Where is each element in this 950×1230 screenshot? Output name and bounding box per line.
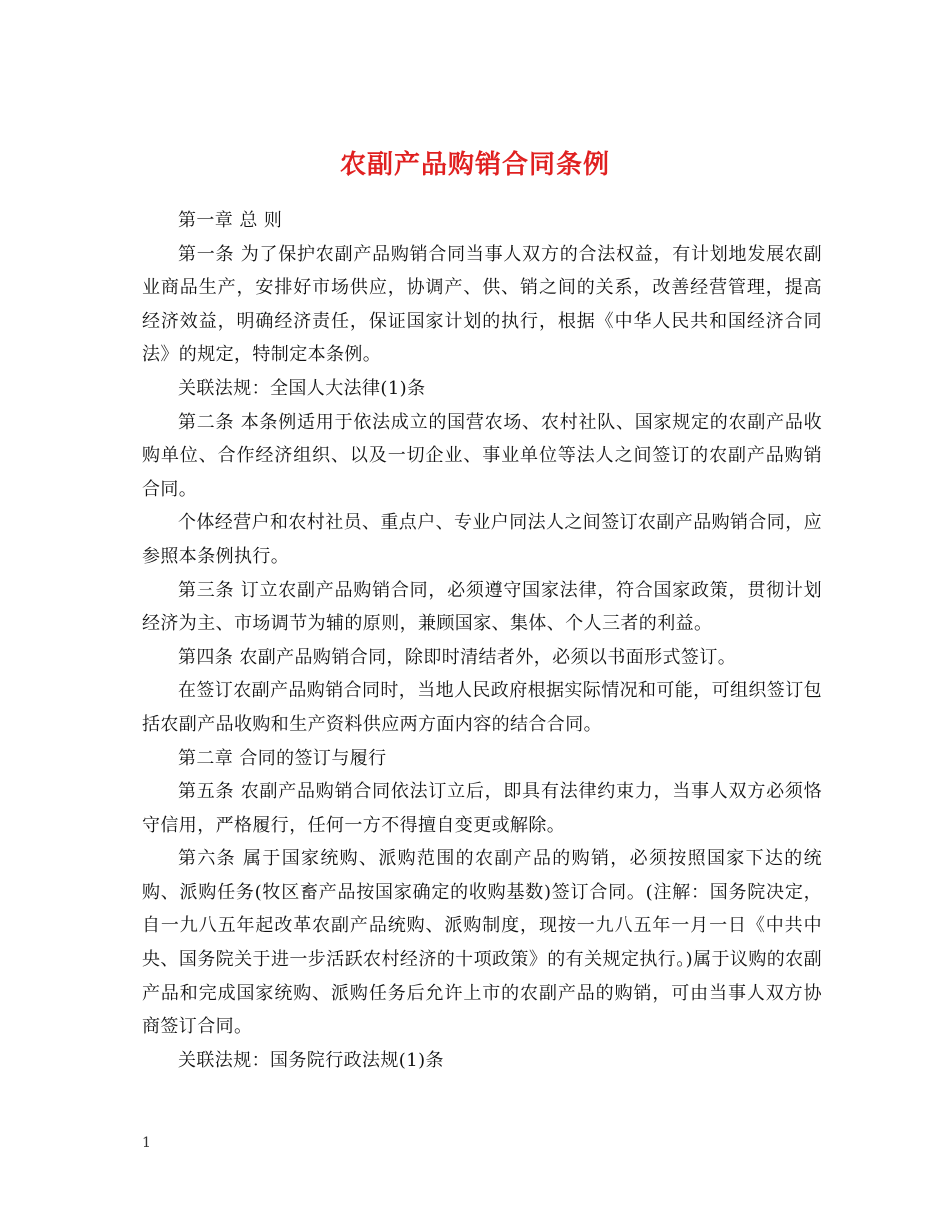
article-1: 第一条 为了保护农副产品购销合同当事人双方的合法权益，有计划地发展农副业商品生产，安排好市场供应，协调产、供、销之间的关系，改善经营管理，提高经济效益，明确经济责任，保证国家计划的执行，根据《中华人民共和国经济合同法》的规定，特制定本条例。 [142, 243, 822, 366]
page-number: 1 [142, 1135, 151, 1151]
article-2: 第二条 本条例适用于依法成立的国营农场、农村社队、国家规定的农副产品收购单位、合作经济组织、以及一切企业、事业单位等法人之间签订的农副产品购销合同。 [142, 411, 822, 500]
chapter-heading-1: 第一章 总 则 [178, 210, 283, 231]
article-5: 第五条 农副产品购销合同依法订立后，即具有法律约束力，当事人双方必须恪守信用，严格履行，任何一方不得擅自变更或解除。 [142, 781, 822, 836]
article-2-paragraph-2: 个体经营户和农村社员、重点户、专业户同法人之间签订农副产品购销合同，应参照本条例执行。 [142, 512, 822, 567]
chapter-heading-2: 第二章 合同的签订与履行 [178, 747, 387, 769]
article-3: 第三条 订立农副产品购销合同，必须遵守国家法律，符合国家政策，贯彻计划经济为主、市场调节为辅的原则，兼顾国家、集体、个人三者的利益。 [142, 579, 822, 635]
article-4-paragraph-2: 在签订农副产品购销合同时，当地人民政府根据实际情况和可能，可组织签订包括农副产品收购和生产资料供应两方面内容的结合合同。 [142, 680, 822, 735]
document-body [142, 204, 822, 1077]
article-4: 第四条 农副产品购销合同，除即时清结者外，必须以书面形式签订。 [178, 646, 737, 668]
article-6: 第六条 属于国家统购、派购范围的农副产品的购销，必须按照国家下达的统购、派购任务(牧区畜产品按国家确定的收购基数)签订合同。(注解：国务院决定，自一九八五年起改革农副产品统购、派购制度，现按一九八五年一月一日《中共中央、国务院关于进一步活跃农村经济的十项政策》的有关规定执行。)属于议购的农副产品和完成国家统购、派购任务后允许上市的农副产品的购销，可由当事人双方协商签订合同。 [142, 848, 822, 1038]
related-regulation-note: 关联法规：全国人大法律(1)条 [178, 377, 426, 399]
related-regulation-note: 关联法规：国务院行政法规(1)条 [178, 1049, 444, 1071]
page-title: 农副产品购销合同条例 [339, 150, 610, 181]
